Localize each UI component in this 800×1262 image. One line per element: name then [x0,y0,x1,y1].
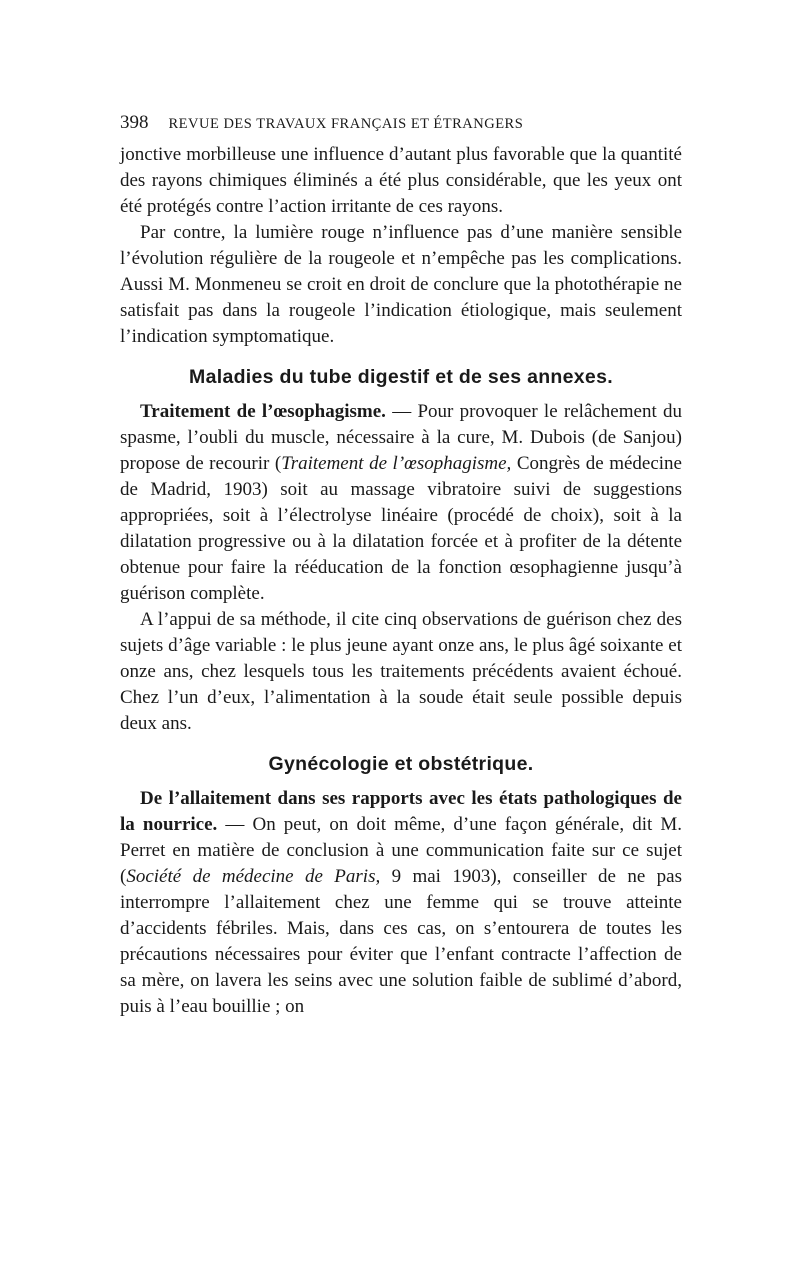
breastfeeding-text-a: — On peut, on doit même, d’une façon générale, dit M. Perret en matière de conclusion à une communication faite sur ce sujet ( [120,814,682,887]
article-title-oesophagism: Traitement de l’œsophagisme. [140,401,386,422]
paragraph-continued: jonctive morbilleuse une influence d’autant plus favorable que la quantité des rayons chimiques éliminés a été plus considérable, que les yeux ont été protégés contre l’action irritante de ces rayons. [120,144,682,217]
paragraph-observations: A l’appui de sa méthode, il cite cinq observations de guérison chez des sujets d’âge variable : le plus jeune ayant onze ans, le plus âgé soixante et onze ans, chez lesquels tous les traitements précédents avaient échoué. Chez l’un d’eux, l’alimentation à la soude était seule possible depuis deux ans. [120,609,682,734]
citation-oesophagism: Traitement de l’œsophagisme, [281,453,512,474]
article-title-breastfeeding: De l’allaitement dans ses rapports avec les états pathologiques de la nourrice. [120,788,682,835]
citation-breastfeeding: Société de médecine de Paris, [126,866,381,887]
paragraph-oesophagism [120,399,682,607]
section-heading-digestive: Maladies du tube digestif et de ses annexes. [189,366,613,388]
paragraph-red-light: Par contre, la lumière rouge n’influence pas d’une manière sensible l’évolution régulière de la rougeole et n’empêche pas les complications. Aussi M. Monmeneu se croit en droit de conclure que la photothérapie ne satisfait pas dans la rougeole l’indication étiologique, mais seulement l’indication symptomatique. [120,222,682,347]
page-number: 398 [120,112,149,133]
paragraph-breastfeeding [120,786,682,1020]
oesophagism-text-b: Congrès de médecine de Madrid, 1903) soit au massage vibratoire suivi de suggestions appropriées, soit à l’électrolyse linéaire (procédé de choix), soit à la dilatation progressive ou à la dilatation forcée et à profiter de la détente obtenue pour faire la rééducation de la fonction œsophagienne jusqu’à guérison complète. [120,453,682,604]
oesophagism-text-a: — Pour provoquer le relâchement du spasme, l’oubli du muscle, nécessaire à la cure, M. Dubois (de Sanjou) propose de recourir ( [120,401,682,474]
running-title: REVUE DES TRAVAUX FRANÇAIS ET ÉTRANGERS [168,116,524,132]
running-head [120,112,682,134]
section-heading-gynecology: Gynécologie et obstétrique. [268,753,534,775]
breastfeeding-text-b: 9 mai 1903), conseiller de ne pas interrompre l’allaitement chez une femme qui se trouve atteinte d’accidents fébriles. Mais, dans ces cas, on s’entourera de toutes les précautions nécessaires pour éviter que l’enfant contracte l’affection de sa mère, on lavera les seins avec une solution faible de sublimé d’abord, puis à l’eau bouillie ; on [120,866,682,1017]
book-page [120,112,682,1020]
